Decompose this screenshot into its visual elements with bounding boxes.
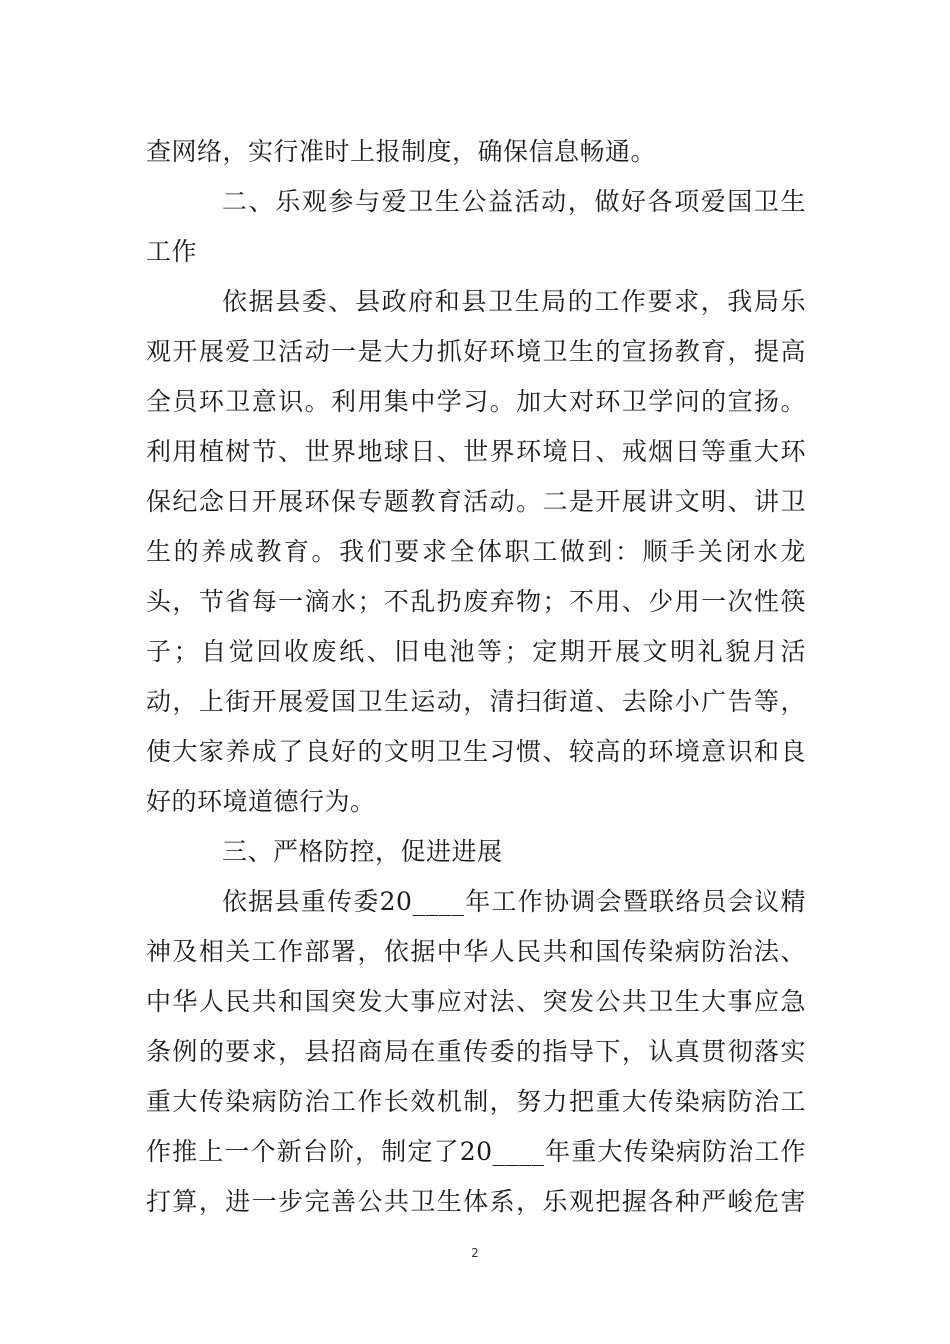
text-line: 子；自觉回收废纸、旧电池等；定期开展文明礼貌月活 (146, 637, 806, 666)
text-line: 依据县重传委20____年工作协调会暨联络员会议精 (222, 887, 806, 916)
text-line: 头，节省每一滴水；不乱扔废弃物；不用、少用一次性筷 (146, 587, 806, 616)
page-number: 2 (471, 1246, 479, 1260)
text-line: 全员环卫意识。利用集中学习。加大对环卫学问的宣扬。 (146, 387, 806, 416)
text-line: 动，上街开展爱国卫生运动，清扫街道、去除小广告等， (146, 687, 806, 716)
text-line: 好的环境道德行为。 (146, 787, 376, 816)
section-heading-2-line-1: 二、乐观参与爱卫生公益活动，做好各项爱国卫生 (222, 187, 806, 216)
text-line: 重大传染病防治工作长效机制，努力把重大传染病防治工 (146, 1087, 806, 1116)
text-line: 作推上一个新台阶，制定了20____年重大传染病防治工作 (146, 1137, 806, 1166)
text-line: 使大家养成了良好的文明卫生习惯、较高的环境意识和良 (146, 737, 806, 766)
text-line: 查网络，实行准时上报制度，确保信息畅通。 (146, 137, 657, 166)
text-line: 保纪念日开展环保专题教育活动。二是开展讲文明、讲卫 (146, 487, 806, 516)
text-line: 打算，进一步完善公共卫生体系，乐观把握各种严峻危害 (146, 1187, 806, 1216)
text-line: 条例的要求，县招商局在重传委的指导下，认真贯彻落实 (146, 1037, 806, 1066)
text-line: 依据县委、县政府和县卫生局的工作要求，我局乐 (222, 287, 806, 316)
section-heading-2-line-2: 工作 (146, 237, 198, 266)
text-line: 中华人民共和国突发大事应对法、突发公共卫生大事应急 (146, 987, 806, 1016)
text-line: 观开展爱卫活动一是大力抓好环境卫生的宣扬教育，提高 (146, 337, 806, 366)
text-line: 生的养成教育。我们要求全体职工做到：顺手关闭水龙 (146, 537, 806, 566)
section-heading-3: 三、严格防控，促进进展 (222, 837, 503, 866)
text-line: 神及相关工作部署，依据中华人民共和国传染病防治法、 (146, 937, 806, 966)
text-line: 利用植树节、世界地球日、世界环境日、戒烟日等重大环 (146, 437, 806, 466)
